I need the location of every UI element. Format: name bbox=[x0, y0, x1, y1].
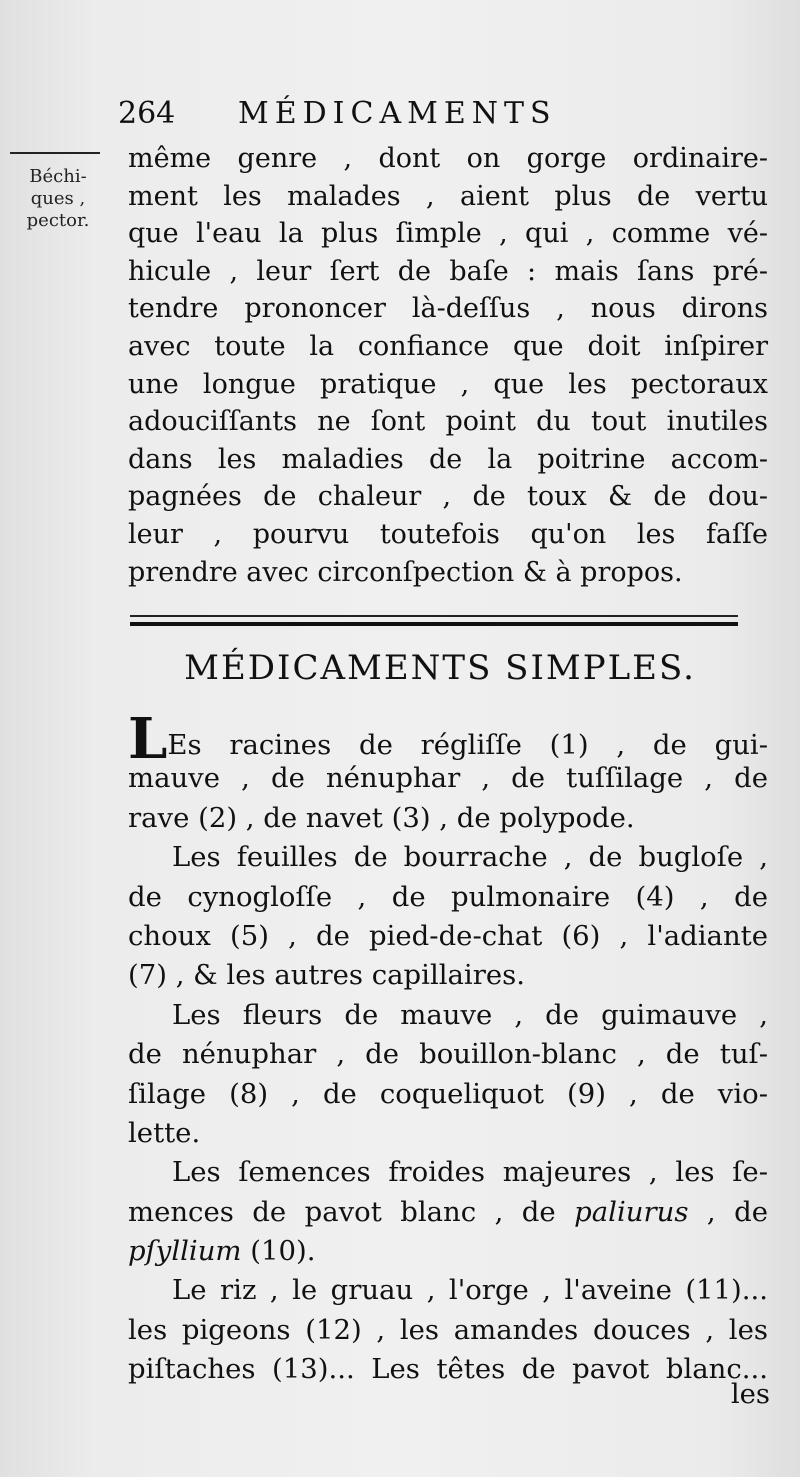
text-line: ment les malades , aient plus de vertu bbox=[128, 180, 768, 212]
latin-term: paliurus bbox=[574, 1195, 689, 1228]
text-line: lette. bbox=[128, 1116, 201, 1149]
text-line: Les feuilles de bourrache , de bugloſe , bbox=[172, 841, 768, 874]
text-segment: (10). bbox=[250, 1235, 316, 1268]
text-segment: mences de pavot blanc , de bbox=[128, 1195, 556, 1228]
drop-cap: L bbox=[128, 706, 168, 772]
text-line: même genre , dont on gorge ordinaire- bbox=[128, 143, 768, 174]
margin-note-line: pector. bbox=[26, 210, 90, 231]
text-line: de cynogloſſe , de pulmonaire (4) , de bbox=[128, 880, 768, 913]
text-line: dans les maladies de la poitrine accom- bbox=[128, 443, 768, 475]
text-segment: Es racines de régliſſe (1) , de gui- bbox=[167, 729, 768, 761]
text-line: hicule , leur ſert de baſe : mais ſans pré- bbox=[128, 255, 768, 287]
text-line: que l'eau la plus ſimple , qui , comme vé- bbox=[128, 218, 768, 250]
latin-term: pſyllium bbox=[128, 1235, 242, 1268]
margin-note-line: ques , bbox=[30, 188, 86, 209]
text-line: prendre avec circonſpection & à propos. bbox=[128, 556, 683, 588]
section-rule-thick bbox=[130, 622, 738, 626]
text-line: (7) , & les autres capillaires. bbox=[128, 959, 526, 992]
text-line: rave (2) , de navet (3) , de polypode. bbox=[128, 801, 635, 834]
text-line: mauve , de nénuphar , de tuſſilage , de bbox=[128, 762, 768, 795]
text-line: leur , pourvu toutefois qu'on les faſſe bbox=[128, 518, 768, 550]
section-body bbox=[128, 706, 768, 1390]
text-line bbox=[128, 706, 768, 772]
running-title: MÉDICAMENTS bbox=[238, 96, 557, 131]
text-line: tendre prononcer là-deſſus , nous dirons bbox=[128, 293, 768, 325]
text-line: une longue pratique , que les pectoraux bbox=[128, 368, 768, 400]
text-line: choux (5) , de pied-de-chat (6) , l'adiante bbox=[128, 919, 768, 952]
margin-note bbox=[8, 166, 108, 232]
section-rule-thin bbox=[130, 615, 738, 617]
text-line: ſilage (8) , de coqueliquot (9) , de vio- bbox=[128, 1077, 768, 1110]
text-line: adouciſſants ne ſont point du tout inutiles bbox=[128, 406, 768, 438]
margin-rule bbox=[10, 152, 100, 154]
text-line: piſtaches (13)... Les têtes de pavot blanc... bbox=[128, 1353, 768, 1386]
paragraph-continued bbox=[128, 140, 768, 591]
text-line: Les ſemences froides majeures , les ſe- bbox=[172, 1156, 768, 1189]
text-line: les pigeons (12) , les amandes douces , les bbox=[128, 1313, 768, 1346]
text-line: avec toute la confiance que doit inſpirer bbox=[128, 330, 768, 362]
catchword: les bbox=[730, 1378, 770, 1410]
page-header bbox=[118, 96, 678, 136]
section-title: MÉDICAMENTS SIMPLES. bbox=[184, 648, 696, 688]
text-line: Les fleurs de mauve , de guimauve , bbox=[172, 998, 768, 1031]
margin-note-line: Béchi- bbox=[29, 166, 87, 187]
text-line bbox=[128, 1193, 768, 1232]
text-line bbox=[128, 1232, 768, 1271]
text-line: pagnées de chaleur , de toux & de dou- bbox=[128, 481, 768, 513]
text-line: de nénuphar , de bouillon-blanc , de tuſ- bbox=[128, 1038, 768, 1071]
page-number: 264 bbox=[118, 96, 176, 131]
text-line: Le riz , le gruau , l'orge , l'aveine (11)... bbox=[172, 1274, 768, 1307]
text-segment: , de bbox=[706, 1195, 768, 1228]
